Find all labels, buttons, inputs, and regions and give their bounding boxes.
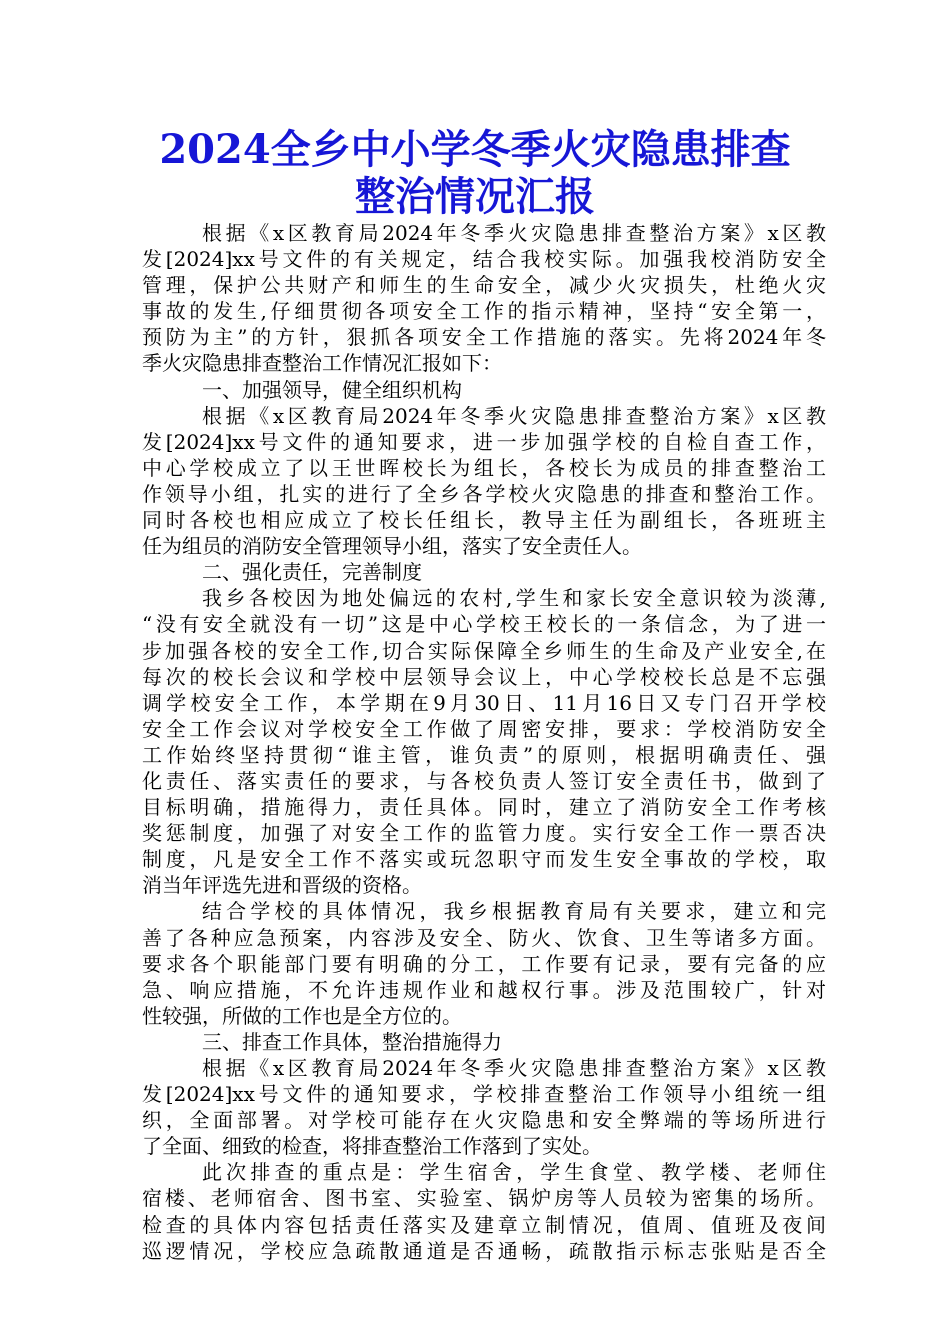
paragraph-line: 了全面、细致的检查，将排查整治工作落到了实处。 [142, 1134, 602, 1159]
paragraph-line: 结合学校的具体情况，我乡根据教育局有关要求，建立和完 [202, 899, 826, 924]
paragraph-line: 管理，保护公共财产和师生的生命安全，减少火灾损失，杜绝火灾 [142, 273, 826, 298]
paragraph-line: 事故的发生,仔细贯彻各项安全工作的指示精神，坚持“安全第一， [142, 299, 826, 324]
paragraph-line: 善了各种应急预案，内容涉及安全、防火、饮食、卫生等诸多方面。 [142, 925, 826, 950]
paragraph-line: 作领导小组，扎实的进行了全乡各学校火灾隐患的排查和整治工作。 [142, 481, 826, 506]
paragraph-line: 此次排查的重点是：学生宿舍，学生食堂、教学楼、老师住 [202, 1160, 826, 1185]
document-title-line-1: 2024全乡中小学冬季火灾隐患排查 [159, 126, 791, 173]
paragraph-line: 织，全面部署。对学校可能存在火灾隐患和安全弊端的等场所进行 [142, 1108, 826, 1133]
paragraph-line: 要求各个职能部门要有明确的分工，工作要有记录，要有完备的应 [142, 951, 826, 976]
section-heading: 二、强化责任，完善制度 [202, 560, 422, 585]
paragraph-line: 根据《x区教育局2024年冬季火灾隐患排查整治方案》x区教 [202, 1056, 826, 1080]
paragraph-line: 每次的校长会议和学校中层领导会议上，中心学校校长总是不忘强 [142, 664, 826, 689]
paragraph-line: 性较强，所做的工作也是全方位的。 [142, 1003, 462, 1028]
paragraph-line: 预防为主”的方针，狠抓各项安全工作措施的落实。先将2024年冬 [142, 325, 826, 350]
paragraph-line: 制度，凡是安全工作不落实或玩忽职守而发生安全事故的学校，取 [142, 847, 826, 872]
paragraph-line: 步加强各校的安全工作,切合实际保障全乡师生的生命及产业安全,在 [142, 638, 826, 663]
paragraph-line: 我乡各校因为地处偏远的农村,学生和家长安全意识较为淡薄, [202, 586, 826, 611]
paragraph-line: 检查的具体内容包括责任落实及建章立制情况，值周、值班及夜间 [142, 1212, 826, 1237]
section-heading: 三、排查工作具体，整治措施得力 [202, 1029, 502, 1054]
paragraph-line: 巡逻情况，学校应急疏散通道是否通畅，疏散指示标志张贴是否全 [142, 1238, 826, 1263]
document-body [142, 220, 826, 1264]
paragraph-line: 工作始终坚持贯彻“谁主管，谁负责”的原则，根据明确责任、强 [142, 742, 826, 767]
paragraph-line: 根据《x区教育局2024年冬季火灾隐患排查整治方案》x区教 [202, 403, 826, 428]
document-title-line-2: 整治情况汇报 [355, 173, 595, 220]
paragraph-line: 急、响应措施，不允许违规作业和越权行事。涉及范围较广，针对 [142, 977, 826, 1002]
paragraph-line: 任为组员的消防安全管理领导小组，落实了安全责任人。 [142, 534, 642, 559]
paragraph-line: “没有安全就没有一切”这是中心学校王校长的一条信念，为了进一 [142, 612, 826, 637]
paragraph-line: 目标明确，措施得力，责任具体。同时，建立了消防安全工作考核 [142, 795, 826, 820]
paragraph-line: 安全工作会议对学校安全工作做了周密安排，要求：学校消防安全 [142, 716, 826, 741]
paragraph-line: 中心学校成立了以王世晖校长为组长，各校长为成员的排查整治工 [142, 455, 826, 480]
paragraph-line: 发[2024]xx号文件的通知要求，学校排查整治工作领导小组统一组 [142, 1082, 826, 1107]
paragraph-line: 季火灾隐患排查整治工作情况汇报如下： [142, 351, 502, 376]
paragraph-line: 发[2024]xx号文件的通知要求，进一步加强学校的自检自查工作， [142, 429, 826, 454]
paragraph-line: 化责任、落实责任的要求，与各校负责人签订安全责任书，做到了 [142, 768, 826, 793]
paragraph-line: 同时各校也相应成立了校长任组长，教导主任为副组长，各班班主 [142, 508, 826, 533]
section-heading: 一、加强领导，健全组织机构 [202, 377, 462, 402]
paragraph-line: 宿楼、老师宿舍、图书室、实验室、锅炉房等人员较为密集的场所。 [142, 1186, 826, 1211]
paragraph-line: 调学校安全工作，本学期在9月30日、11月16日又专门召开学校 [142, 690, 826, 715]
paragraph-line: 消当年评选先进和晋级的资格。 [142, 873, 422, 898]
paragraph-line: 发[2024]xx号文件的有关规定，结合我校实际。加强我校消防安全 [142, 247, 826, 272]
paragraph-line: 根据《x区教育局2024年冬季火灾隐患排查整治方案》x区教 [202, 221, 826, 245]
paragraph-line: 奖惩制度，加强了对安全工作的监管力度。实行安全工作一票否决 [142, 821, 826, 846]
